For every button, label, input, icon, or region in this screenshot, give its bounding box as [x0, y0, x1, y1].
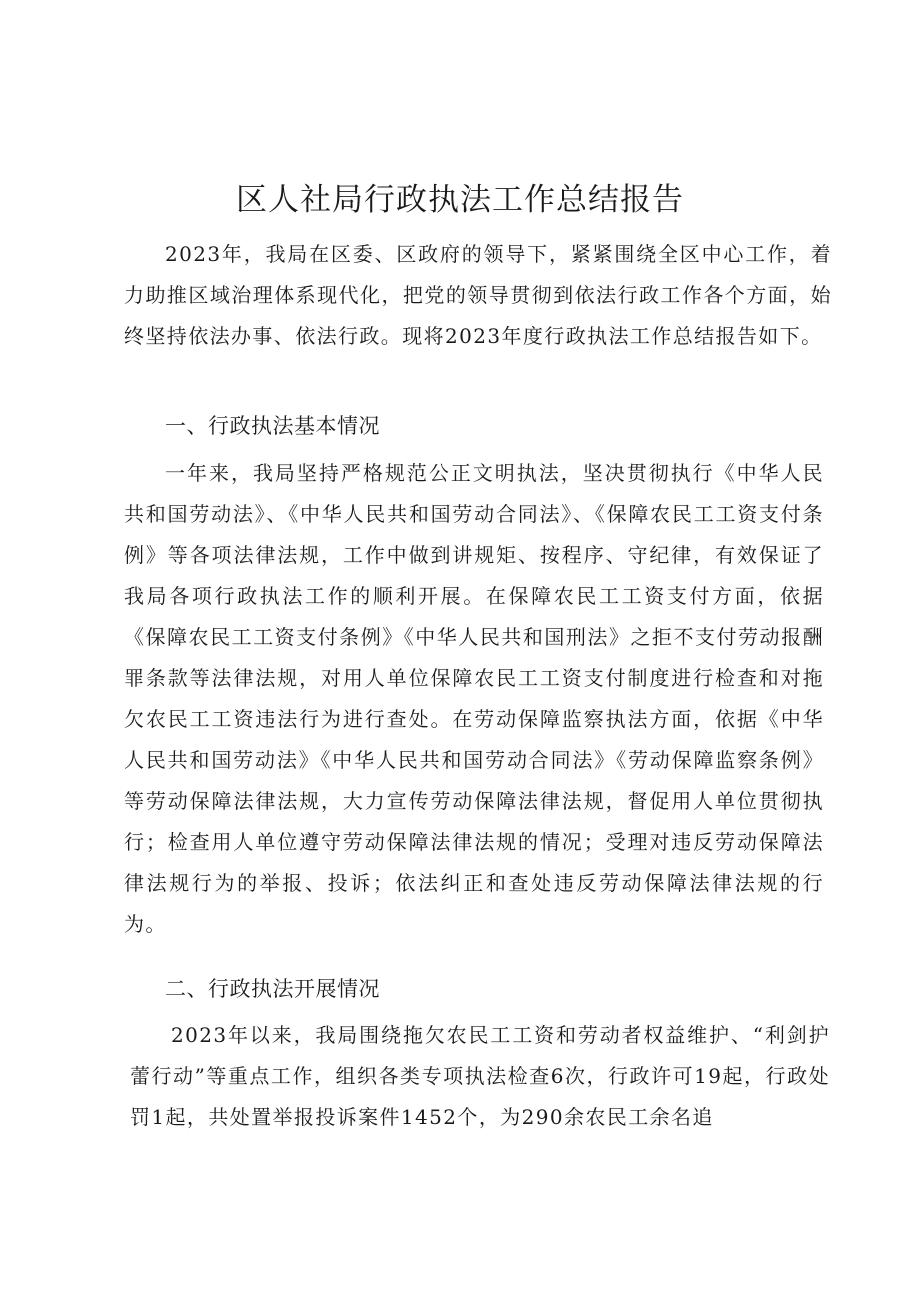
document-title: 区人社局行政执法工作总结报告 — [236, 182, 684, 218]
intro-paragraph: 2023年，我局在区委、区政府的领导下，紧紧围绕全区中心工作，着力助推区域治理体系现代化，把党的领导贯彻到依法行政工作各个方面，始终坚持依法办事、依法行政。现将2023年度行政执法工作总结报告如下。 — [124, 242, 832, 348]
section-heading-2: 二、行政执法开展情况 — [165, 977, 380, 1001]
section-2-paragraph: 2023年以来，我局围绕拖欠农民工工资和劳动者权益维护、“利剑护蕾行动”等重点工作，组织各类专项执法检查6次，行政许可19起，行政处罚1起，共处置举报投诉案件1452个，为290余农民工余名追 — [130, 1023, 830, 1129]
section-heading-1: 一、行政执法基本情况 — [165, 414, 380, 438]
section-1-paragraph: 一年来，我局坚持严格规范公正文明执法，坚决贯彻执行《中华人民共和国劳动法》、《中华人民共和国劳动合同法》、《保障农民工工资支付条例》等各项法律法规，工作中做到讲规矩、按程序、守纪律，有效保证了我局各项行政执法工作的顺利开展。在保障农民工工资支付方面，依据《保障农民工工资支付条例》《中华人民共和国刑法》之拒不支付劳动报酬罪条款等法律法规，对用人单位保障农民工工资支付制度进行检查和对拖欠农民工工资违法行为进行查处。在劳动保障监察执法方面，依据《中华人民共和国劳动法》《中华人民共和国劳动合同法》《劳动保障监察条例》等劳动保障法律法规，大力宣传劳动保障法律法规，督促用人单位贯彻执行；检查用人单位遵守劳动保障法律法规的情况；受理对违反劳动保障法律法规行为的举报、投诉；依法纠正和查处违反劳动保障法律法规的行为。 — [124, 461, 824, 936]
